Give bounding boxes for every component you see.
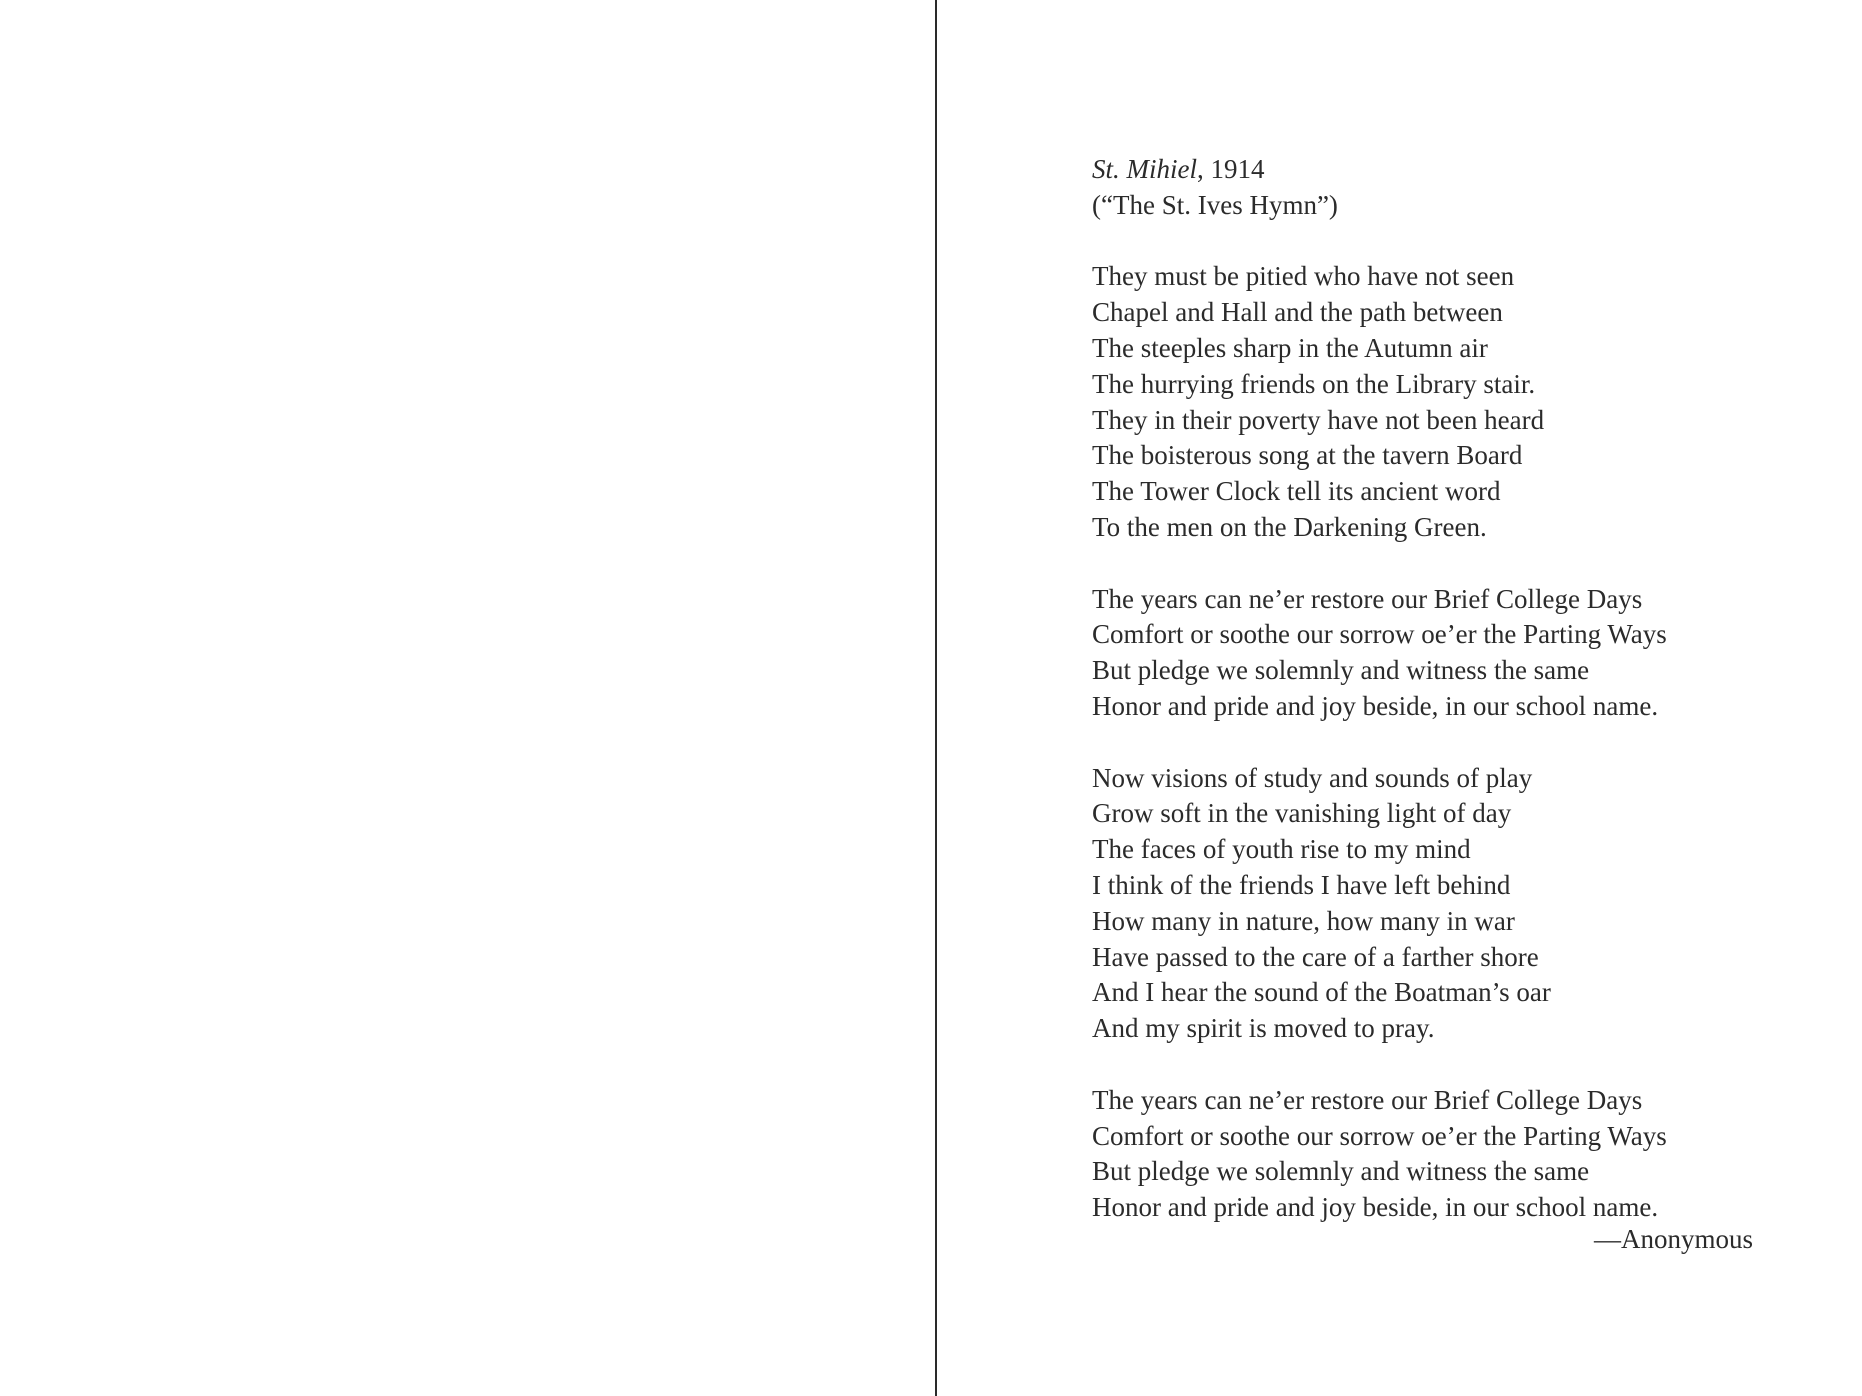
verse-line: Chapel and Hall and the path between <box>1092 297 1503 328</box>
refrain-2 <box>1092 1083 1692 1226</box>
verse-line: And I hear the sound of the Boatman’s oar <box>1092 977 1551 1008</box>
refrain-1 <box>1092 582 1692 725</box>
poem-title-italic: St. Mihiel <box>1092 154 1197 184</box>
verse-line: Have passed to the care of a farther shore <box>1092 941 1539 972</box>
stanza-gap <box>1092 1047 1692 1083</box>
verse-line: How many in nature, how many in war <box>1092 905 1515 936</box>
verse-line: To the men on the Darkening Green. <box>1092 511 1487 542</box>
stanza-gap <box>1092 546 1692 582</box>
poem-subtitle: (“The St. Ives Hymn”) <box>1092 189 1338 220</box>
verse-line: Now visions of study and sounds of play <box>1092 762 1533 793</box>
verse-line: The Tower Clock tell its ancient word <box>1092 476 1501 507</box>
verse-line: The years can ne’er restore our Brief College Days <box>1092 583 1643 614</box>
poem-attribution: —Anonymous <box>1593 1224 1753 1254</box>
verse-line: The faces of youth rise to my mind <box>1092 834 1471 865</box>
stanza-gap <box>1092 725 1692 761</box>
verse-line: The hurrying friends on the Library stair. <box>1092 368 1536 399</box>
verse-line: Comfort or soothe our sorrow oe’er the Parting Ways <box>1092 1120 1667 1151</box>
verse-line: The years can ne’er restore our Brief College Days <box>1092 1084 1643 1115</box>
poem-title-year: , 1914 <box>1196 154 1265 184</box>
verse-line: Honor and pride and joy beside, in our school name. <box>1092 690 1659 721</box>
poem-title <box>1092 152 1692 188</box>
verse-line: But pledge we solemnly and witness the same <box>1092 1156 1590 1187</box>
verse-line: They in their poverty have not been heard <box>1092 404 1545 435</box>
stanza-1 <box>1092 259 1692 545</box>
verse-line: And my spirit is moved to pray. <box>1092 1013 1435 1044</box>
verse-line: I think of the friends I have left behind <box>1092 869 1511 900</box>
stanza-gap <box>1092 224 1692 260</box>
verse-line: Comfort or soothe our sorrow oe’er the Parting Ways <box>1092 619 1667 650</box>
verse-line: The boisterous song at the tavern Board <box>1092 440 1523 471</box>
stanza-2 <box>1092 761 1692 1047</box>
right-page <box>937 0 1862 1396</box>
verse-line: They must be pitied who have not seen <box>1092 261 1515 292</box>
poem <box>1092 152 1692 1226</box>
verse-line: But pledge we solemnly and witness the same <box>1092 655 1590 686</box>
verse-line: Grow soft in the vanishing light of day <box>1092 798 1512 829</box>
verse-line: The steeples sharp in the Autumn air <box>1092 332 1488 363</box>
verse-line: Honor and pride and joy beside, in our school name. <box>1092 1192 1659 1223</box>
